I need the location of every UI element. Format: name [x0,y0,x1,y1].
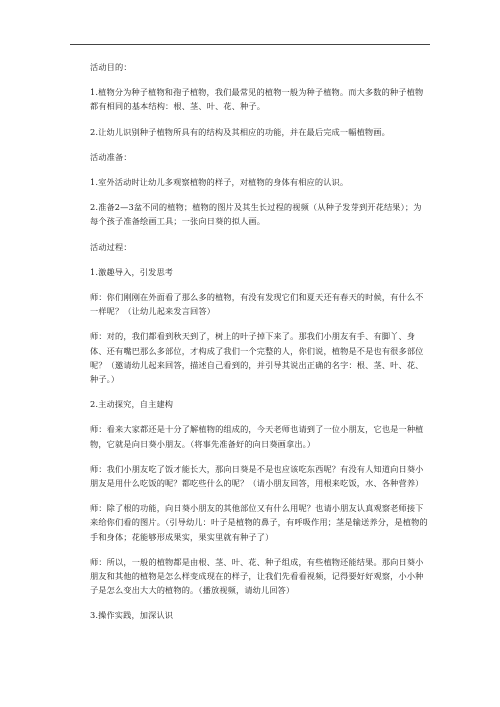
paragraph: 师：对的，我们都看到秋天到了，树上的叶子掉下来了。那我们小朋友有手、有脚丫、身体、还有嘴巴那么多部位，才构成了我们一个完整的人，你们说，植物是不是也有很多部位呢？（邀请幼儿起来回答，描述自己看到的，并引导其说出正确的名字：根、茎、叶、花、种子。） [90,331,424,385]
paragraph: 师：所以，一般的植物都是由根、茎、叶、花、种子组成，有些植物还能结果。那向日葵小朋友和其他的植物是怎么样变成现在的样子，让我们先看看视频，记得要好好观察，小小种子是怎么变出大大的植物的。（播放视频，请幼儿回答） [90,556,424,596]
paragraph: 2.准备2—3盆不同的植物；植物的图片及其生长过程的视频（从种子发芽到开花结果）；为每个孩子准备绘画工具；一张向日葵的拟人画。 [90,202,422,227]
paragraph: 师：你们刚刚在外面看了那么多的植物，有没有发现它们和夏天还有春天的时候，有什么不一样呢？（让幼儿起来发言回答） [90,292,424,317]
step-heading: 1.激趣导入，引发思考 [90,266,174,277]
paragraph: 1.植物分为种子植物和孢子植物，我们最常见的植物一般为种子植物。而大多数的种子植物都有相同的基本结构：根、茎、叶、花、种子。 [90,87,424,112]
paragraph: 师：除了根的功能，向日葵小朋友的其他部位又有什么用呢？也请小朋友认真观察老师接下来给你们看的图片。（引导幼儿：叶子是植物的鼻子，有呼吸作用；茎是输送养分，是植物的手和身体；花能够形成果实，果实里就有种子了） [90,503,428,542]
section-heading-preparation: 活动准备： [90,151,132,162]
paragraph: 1.室外活动时让幼儿多观察植物的样子，对植物的身体有相应的认识。 [90,177,349,188]
paragraph: 2.让幼儿识别种子植物所具有的结构及其相应的功能，并在最后完成一幅植物画。 [90,126,390,137]
section-heading-process: 活动过程： [90,241,132,252]
step-heading: 2.主动探究，自主建构 [90,399,174,410]
paragraph: 师：我们小朋友吃了饭才能长大，那向日葵是不是也应该吃东西呢？有没有人知道向日葵小朋友是用什么吃饭的呢？都吃些什么的呢？（请小朋友回答，用根来吃饭，水、各种营养） [90,463,424,489]
document-body [90,60,428,634]
header-rule [70,44,430,45]
step-heading: 3.操作实践，加深认识 [90,610,174,621]
paragraph: 师：看来大家都还是十分了解植物的组成的，今天老师也请到了一位小朋友，它也是一种植物，它就是向日葵小朋友。（将事先准备好的向日葵画拿出。） [90,424,424,449]
section-heading-goal: 活动目的： [90,62,132,72]
